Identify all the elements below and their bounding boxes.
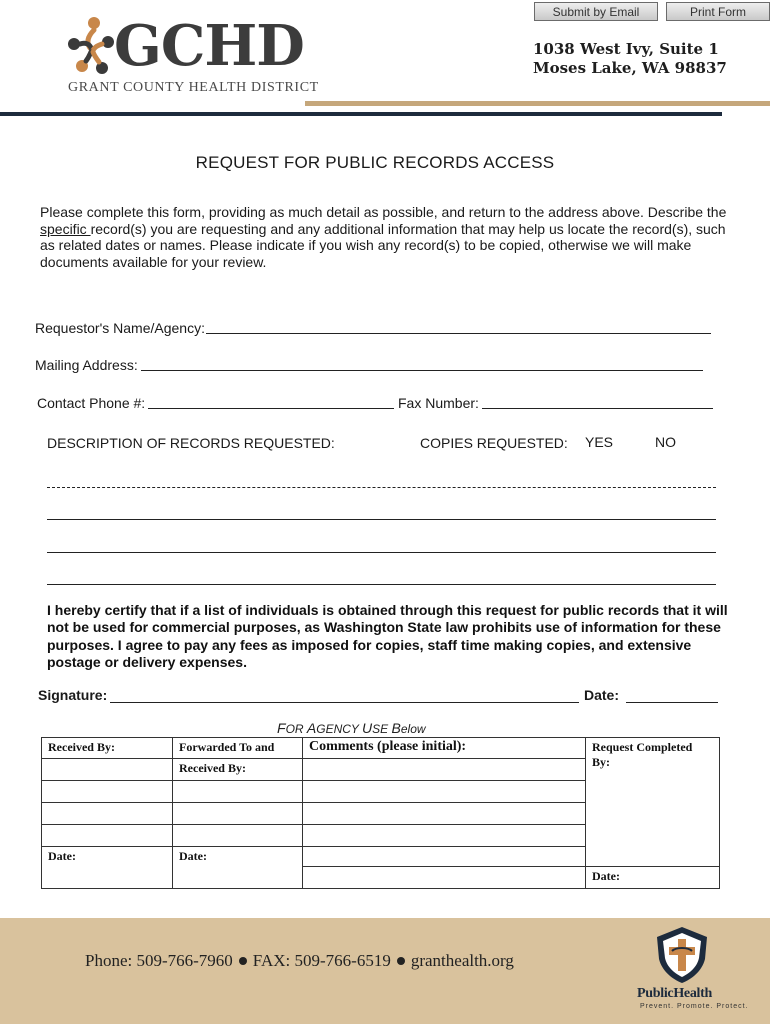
public-health-shield-icon (654, 925, 710, 985)
certification-text: I hereby certify that if a list of individuals is obtained through this request for public records that it will not be used for commercial purposes, as Washington State law prohibits use of information for these purposes. I agree to pay any fees as imposed for copies, staff time making copies, and extensive postage or delivery expenses. (47, 602, 728, 670)
description-field-2[interactable] (47, 500, 716, 518)
received-by-cell[interactable] (42, 825, 173, 847)
comments-cell[interactable] (303, 781, 586, 803)
forwarded-received-by-label: Received By: (173, 759, 303, 781)
submit-by-email-button[interactable]: Submit by Email (534, 2, 658, 21)
comments-cell[interactable] (303, 847, 586, 867)
forwarded-to-cell[interactable] (173, 803, 303, 825)
description-label: DESCRIPTION OF RECORDS REQUESTED: (47, 435, 335, 451)
received-date-label: Date: (42, 847, 173, 889)
copies-yes-option[interactable]: YES (585, 434, 614, 450)
description-line-4 (47, 584, 716, 585)
copies-requested-label: COPIES REQUESTED: (420, 435, 568, 451)
request-completed-header: Request Completed By: (586, 738, 720, 867)
forwarded-to-cell[interactable] (173, 825, 303, 847)
contact-phone-field[interactable] (148, 391, 394, 409)
description-field-4[interactable] (47, 565, 716, 583)
comments-cell[interactable] (303, 825, 586, 847)
fax-number-field[interactable] (482, 391, 713, 409)
description-line-1 (47, 487, 716, 488)
footer-fax: FAX: 509-766-6519 (252, 951, 391, 970)
signature-label: Signature: (38, 687, 108, 703)
received-by-cell[interactable] (42, 781, 173, 803)
copies-no-option[interactable]: NO (655, 434, 676, 450)
bullet-icon (239, 957, 247, 965)
address-line-2: Moses Lake, WA 98837 (533, 59, 727, 77)
form-title: REQUEST FOR PUBLIC RECORDS ACCESS (195, 153, 555, 172)
forwarded-date-label: Date: (173, 847, 303, 889)
comments-cell[interactable] (303, 759, 586, 781)
intro-text-start: Please complete this form, providing as much detail as possible, and return to the address above. Describe the (40, 204, 727, 220)
signature-date-label: Date: (584, 687, 620, 703)
contact-phone-label: Contact Phone #: (37, 395, 146, 411)
intro-text-end: record(s) you are requesting and any additional information that may help us locate the record(s), such as related dates or names. Please indicate if you wish any record(s) to be copied, otherwise we will make documents available for your review. (40, 220, 726, 270)
agency-use-heading: FOR AGENCY USE Below (277, 720, 426, 736)
footer-contact (85, 951, 514, 971)
signature-date-field[interactable] (626, 684, 718, 702)
comments-cell[interactable] (303, 867, 586, 889)
footer-website[interactable]: granthealth.org (410, 951, 514, 970)
fax-number-label: Fax Number: (398, 395, 479, 411)
description-line-2 (47, 519, 716, 520)
bullet-icon (397, 957, 405, 965)
requestor-label: Requestor's Name/Agency: (35, 320, 205, 336)
signature-line (110, 702, 579, 703)
received-by-cell[interactable] (42, 803, 173, 825)
header-rule-dark (0, 112, 722, 116)
public-health-wordmark: PublicHealth (637, 986, 712, 1001)
gchd-logo-icon (64, 14, 116, 78)
logo-subtitle: GRANT COUNTY HEALTH DISTRICT (68, 80, 319, 95)
signature-field[interactable] (110, 684, 579, 702)
footer-phone: Phone: 509-766-7960 (85, 951, 233, 970)
print-form-button[interactable]: Print Form (666, 2, 770, 21)
signature-date-line (626, 702, 718, 703)
description-line-3 (47, 552, 716, 553)
mailing-address-label: Mailing Address: (35, 357, 138, 373)
intro-paragraph (40, 204, 740, 270)
comments-cell[interactable] (303, 803, 586, 825)
forwarded-to-header: Forwarded To and (173, 738, 303, 759)
received-by-cell[interactable] (42, 759, 173, 781)
public-health-tagline: Prevent. Promote. Protect. (640, 1003, 749, 1010)
address-line-1: 1038 West Ivy, Suite 1 (533, 40, 719, 58)
mailing-address-field[interactable] (141, 353, 703, 371)
comments-header: Comments (please initial): (303, 738, 586, 759)
completed-date-label: Date: (586, 867, 720, 889)
forwarded-to-cell[interactable] (173, 781, 303, 803)
description-field-3[interactable] (47, 533, 716, 551)
agency-use-table (41, 737, 720, 889)
intro-text-underlined: specific (40, 220, 91, 237)
requestor-field[interactable] (206, 316, 711, 334)
logo-wordmark: GCHD (114, 13, 304, 79)
description-field-1[interactable] (47, 468, 716, 486)
received-by-header: Received By: (42, 738, 173, 759)
header-rule-tan (305, 101, 770, 106)
